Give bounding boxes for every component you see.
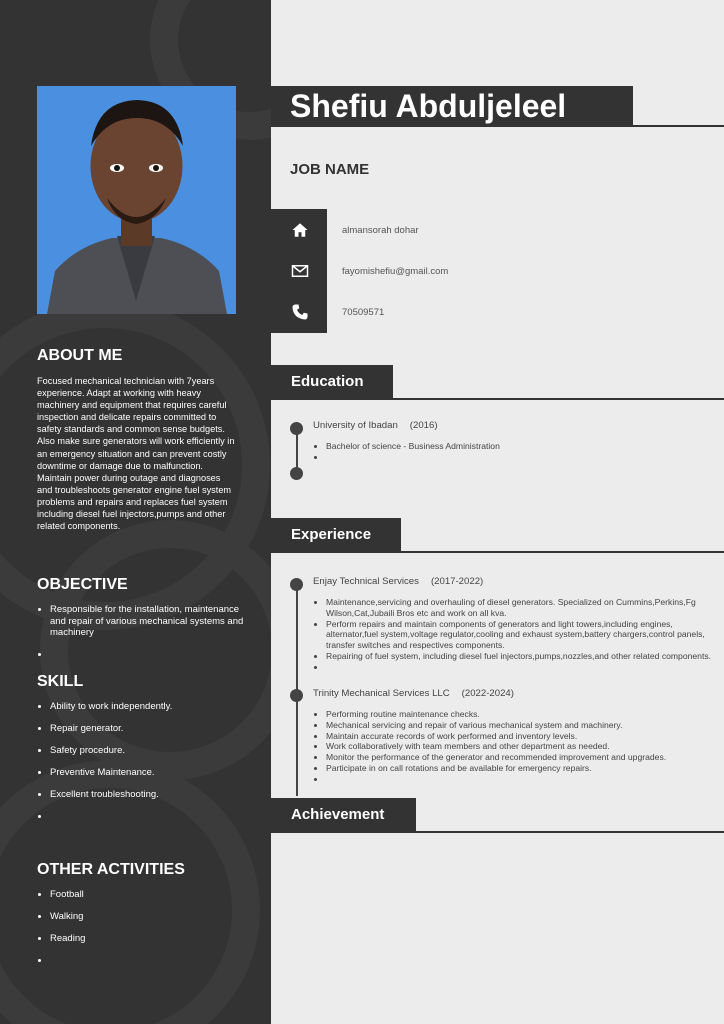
education-entry-title <box>313 420 438 431</box>
list-item: • Participate in on call rotations and be available for emergency repairs. <box>326 763 724 774</box>
achievement-heading: Achievement <box>291 806 385 823</box>
name-banner <box>271 86 633 127</box>
sidebar <box>0 0 271 1024</box>
list-item: • Monitor the performance of the generator and recommended improvement and upgrades. <box>326 752 724 763</box>
about-text: Focused mechanical technician with 7years experience. Adapt at working with heavy machinery and equipment that requires careful inspection and delicate repairs committed to safety standards and common sense budgets. Also make sure generators will work efficiently in an emergency situation and can prevent costly downtime or damage due to malfunction. Maintain power during outage and diagnoses and troubleshoots generator engine fuel system problems and repairs and replaces fuel system including diesel fuel injectors,pumps and other related components. <box>37 376 235 532</box>
main-content <box>271 0 724 1024</box>
divider <box>271 551 724 553</box>
list-item: • Work collaboratively with team members and other department as needed. <box>326 741 724 752</box>
profile-photo <box>37 86 236 314</box>
list-item: • Responsible for the installation, maintenance and repair of various mechanical systems and machinery <box>50 604 250 639</box>
list-item: • Excellent troubleshooting. <box>50 789 250 801</box>
list-item: • Bachelor of science - Business Administration <box>326 441 724 452</box>
phone-icon <box>291 303 309 321</box>
experience-section-header <box>271 518 401 552</box>
list-item: • Ability to work independently. <box>50 701 250 713</box>
divider <box>271 398 724 400</box>
contact-phone[interactable]: 70509571 <box>342 307 385 318</box>
list-item <box>326 774 724 785</box>
skill-heading: SKILL <box>37 673 84 690</box>
experience-bullets <box>313 597 724 673</box>
list-item <box>50 811 250 823</box>
person-silhouette-icon <box>37 86 236 314</box>
education-heading: Education <box>291 373 364 390</box>
company-name: Enjay Technical Services <box>313 576 419 587</box>
timeline-dot <box>290 422 303 435</box>
list-item <box>50 955 250 967</box>
education-bullets <box>313 441 724 463</box>
experience-bullets <box>313 709 724 785</box>
timeline-dot <box>290 689 303 702</box>
company-name: Trinity Mechanical Services LLC <box>313 688 450 699</box>
list-item: • Walking <box>50 911 250 923</box>
contact-address: almansorah dohar <box>342 225 419 236</box>
activities-list <box>37 889 250 977</box>
experience-years: (2017-2022) <box>430 576 484 587</box>
list-item: • Perform repairs and maintain components of generators and light towers,including engines, alternator,fuel system,voltage regulator,cooling and exhaust system,battery chargers,control panels, transfer switches and respectives components. <box>326 619 724 651</box>
list-item: • Maintenance,servicing and overhauling of diesel generators. Specialized on Cummins,Perkins,Fg Wilson,Cat,Jubaili Bros etc and work on all kva. <box>326 597 724 619</box>
list-item: • Safety procedure. <box>50 745 250 757</box>
list-item <box>50 649 250 661</box>
list-item <box>326 662 724 673</box>
contact-email[interactable]: fayomishefiu@gmail.com <box>342 266 449 277</box>
home-icon <box>291 221 309 239</box>
job-title: JOB NAME <box>290 161 370 178</box>
education-year: (2016) <box>409 420 438 431</box>
divider <box>271 831 724 833</box>
list-item: • Repairing of fuel system, including diesel fuel injectors,pumps,nozzles,and other related components. <box>326 651 724 662</box>
list-item: • Repair generator. <box>50 723 250 735</box>
about-heading: ABOUT ME <box>37 347 123 364</box>
person-name: Shefiu Abduljeleel <box>290 88 567 124</box>
envelope-icon <box>291 262 309 280</box>
list-item <box>326 452 724 463</box>
skill-list <box>37 701 250 833</box>
experience-years: (2022-2024) <box>461 688 514 699</box>
timeline-dot <box>290 578 303 591</box>
objective-list <box>37 604 250 670</box>
objective-heading: OBJECTIVE <box>37 576 128 593</box>
experience-heading: Experience <box>291 526 372 543</box>
contact-icon-bar <box>271 209 327 333</box>
divider <box>271 125 724 127</box>
timeline-dot <box>290 467 303 480</box>
list-item: • Preventive Maintenance. <box>50 767 250 779</box>
list-item: • Reading <box>50 933 250 945</box>
list-item: • Football <box>50 889 250 901</box>
list-item: • Mechanical servicing and repair of various mechanical system and machinery. <box>326 720 724 731</box>
experience-entry-title <box>313 576 483 587</box>
activities-heading: OTHER ACTIVITIES <box>37 861 185 878</box>
institution-name: University of Ibadan <box>313 420 398 431</box>
list-item: • Performing routine maintenance checks. <box>326 709 724 720</box>
list-item: • Maintain accurate records of work performed and inventory levels. <box>326 731 724 742</box>
experience-entry-title <box>313 688 514 699</box>
achievement-section-header <box>271 798 416 832</box>
education-section-header <box>271 365 393 399</box>
